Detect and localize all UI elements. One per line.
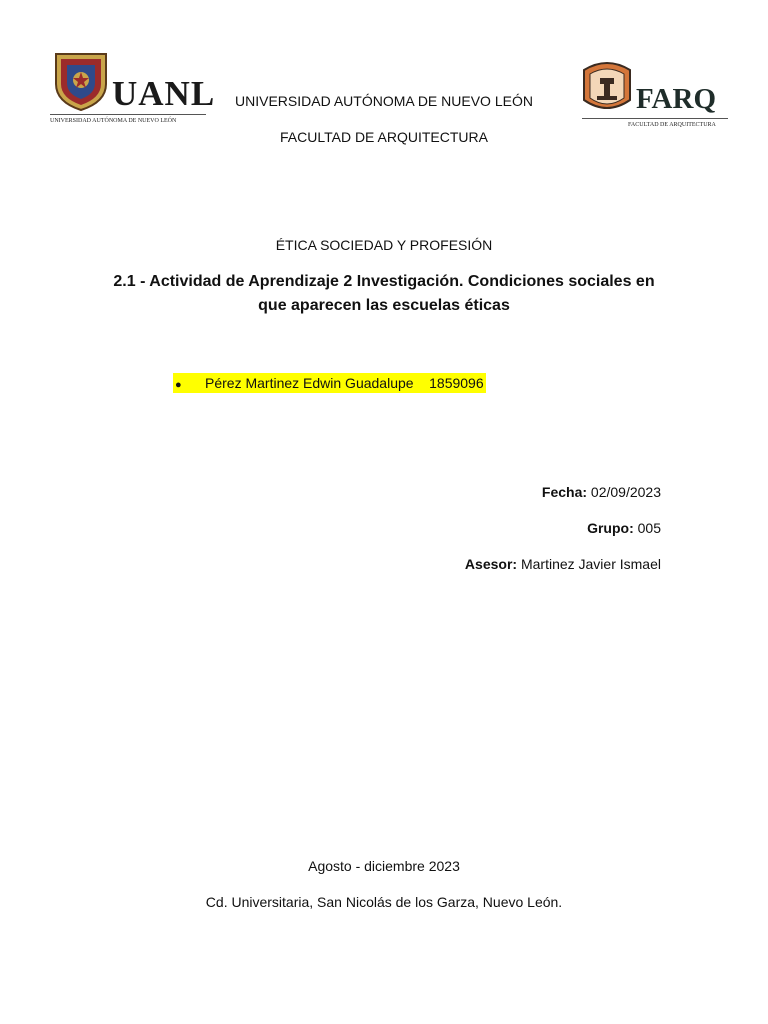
farq-logo-subtitle: FACULTAD DE ARQUITECTURA [628,122,716,128]
faculty-name: FACULTAD DE ARQUITECTURA [280,129,488,145]
university-name: UNIVERSIDAD AUTÓNOMA DE NUEVO LEÓN [235,93,533,109]
uanl-logo [48,50,216,130]
group-line [587,519,661,537]
group-value: 005 [637,520,661,536]
academic-period: Agosto - diciembre 2023 [308,858,460,874]
student-list-item [173,373,486,393]
group-label: Grupo: [587,520,634,536]
advisor-line [465,555,661,573]
uanl-divider [50,114,206,115]
location: Cd. Universitaria, San Nicolás de los Garza, Nuevo León. [205,894,563,910]
advisor-value: Martinez Javier Ismael [520,556,661,572]
advisor-label: Asesor: [464,556,518,572]
student-id: 1859096 [429,375,484,391]
farq-wordmark: FARQ [636,83,717,115]
date-line [542,483,661,501]
student-name: Pérez Martinez Edwin Guadalupe [205,375,414,391]
uanl-logo-subtitle: UNIVERSIDAD AUTÓNOMA DE NUEVO LEÓN [50,118,177,124]
farq-divider [582,118,728,119]
date-value: 02/09/2023 [590,484,661,500]
course-name: ÉTICA SOCIEDAD Y PROFESIÓN [275,237,493,253]
uanl-wordmark: UANL [112,74,216,113]
date-label: Fecha: [541,484,588,500]
document-title: 2.1 - Actividad de Aprendizaje 2 Investigación. Condiciones sociales en que aparecen las escuelas éticas [113,273,655,314]
bullet-icon: ● [175,379,182,391]
